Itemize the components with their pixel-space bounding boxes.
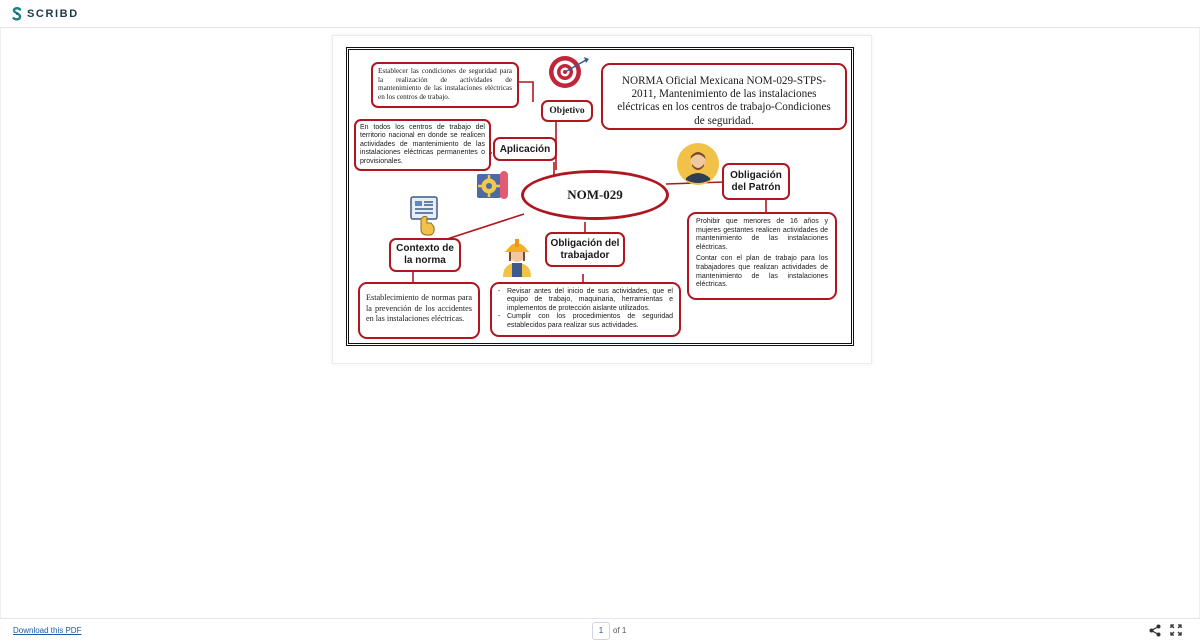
manager-avatar-icon	[676, 142, 720, 186]
worker-hardhat-icon	[497, 233, 537, 277]
mind-map-frame	[346, 47, 854, 346]
top-bar	[0, 0, 1200, 28]
trabajador-item-2: - Cumplir con los procedimientos de seguridad establecidos para realizar sus actividades.	[498, 313, 673, 329]
trabajador-label: Obligación del trabajador	[545, 232, 625, 267]
brand-name: SCRIBD	[27, 7, 79, 20]
blueprint-gear-icon	[475, 168, 511, 202]
aplicacion-label: Aplicación	[493, 137, 557, 161]
trabajador-item-1: - Revisar antes del inicio de sus actividades, que el equipo de trabajo, maquinaria, herramientas e implementos de protección aislante utilizados.	[498, 288, 673, 312]
pdf-page	[332, 35, 872, 364]
document-viewer[interactable]	[0, 28, 1200, 618]
objetivo-label: Objetivo	[541, 100, 593, 122]
page-number-input[interactable]: 1	[592, 622, 610, 640]
aplicacion-description: En todos los centros de trabajo del territorio nacional en donde se realicen actividades de mantenimiento de las instalaciones eléctricas permanentes o provisionales.	[354, 119, 491, 171]
norma-title-box: NORMA Oficial Mexicana NOM-029-STPS-2011, Mantenimiento de las instalaciones eléctricas en los centros de trabajo-Condiciones de seguridad.	[601, 63, 847, 130]
scribd-s-icon	[12, 7, 22, 21]
target-icon	[548, 54, 592, 90]
scribd-logo[interactable]	[12, 7, 79, 21]
patron-description	[687, 212, 837, 300]
contexto-description: Establecimiento de normas para la prevención de los accidentes en las instalaciones eléctricas.	[358, 282, 480, 339]
patron-item-2: Contar con el plan de trabajo para los trabajadores que realizan actividades de mantenimiento de las instalaciones eléctricas.	[696, 255, 828, 289]
objetivo-description: Establecer las condiciones de seguridad para la realización de actividades de mantenimiento de las instalaciones eléctricas en los centros de trabajo.	[371, 62, 519, 108]
trabajador-description	[490, 282, 681, 337]
bottom-toolbar	[0, 618, 1200, 643]
nom-029-center-node: NOM-029	[521, 170, 669, 220]
fullscreen-icon[interactable]	[1170, 624, 1182, 636]
download-pdf-link[interactable]: Download this PDF	[13, 626, 82, 635]
patron-label: Obligación del Patrón	[722, 163, 790, 200]
page-count: of 1	[613, 626, 627, 635]
document-touch-icon	[407, 195, 441, 237]
contexto-label: Contexto de la norma	[389, 238, 461, 272]
share-icon[interactable]	[1149, 624, 1161, 637]
patron-item-1: Prohibir que menores de 16 años y mujeres gestantes realicen actividades de mantenimiento de las instalaciones eléctricas.	[696, 218, 828, 251]
